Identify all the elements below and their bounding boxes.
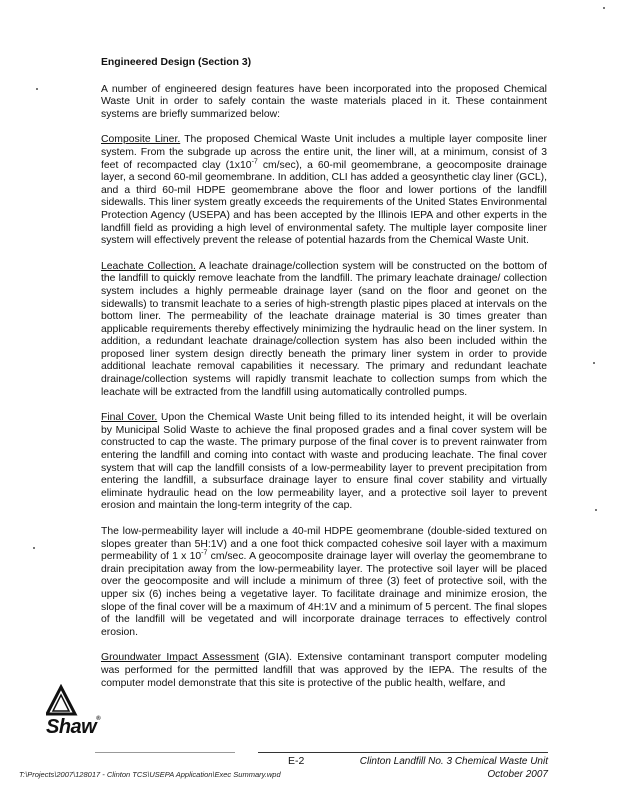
final-cover-text: Upon the Chemical Waste Unit being filled to its intended height, it will be overlain by Municipal Solid Waste to achieve the final proposed grades and a final cover system will be constructed to cap the waste. The primary purpose of the final cover is to prevent rainwater from entering the landfill and coming into contact with waste and producing leachate. The final cover system that will cap the landfill consists of a low-permeability layer to prevent precipitation from entering the landfill, a subsurface drainage layer to ensure final cover stability and virtually eliminate hydraulic head on the low permeability layer, and a protective soil layer to prevent erosion and maintain the long-term integrity of the cap.: [101, 412, 547, 512]
composite-liner-text-1: The proposed Chemical Waste Unit includes a multiple layer composite liner system. From the subgrade up across the entire unit, the liner will, at a minimum, consist of 3 feet of recompacted clay (1x10: [101, 134, 547, 171]
scan-speck: [603, 7, 605, 9]
scan-speck: [33, 547, 35, 549]
shaw-logo-mark: ®: [96, 716, 101, 722]
footer-rule-left: [95, 752, 235, 753]
scan-speck: [36, 88, 38, 90]
footer-rule: [258, 752, 548, 753]
footer-doc-info: [360, 755, 548, 781]
leachate-title: Leachate Collection.: [101, 260, 196, 272]
groundwater-paragraph: [101, 652, 547, 690]
page-body: [101, 57, 547, 703]
shaw-logo-text: [46, 716, 100, 739]
footer-file-path: T:\Projects\2007\128017 - Clinton TCS\USEPA Application\Exec Summary.wpd: [19, 770, 281, 779]
low-permeability-text-1: The low-permeability layer will include a 40-mil HDPE geomembrane (double-sided textured on slopes greater than 5H:1V) and a one foot thick compacted cohesive soil layer with a maximum permeability of 1 x 10: [101, 526, 547, 563]
shaw-logo-name: Shaw: [46, 716, 97, 738]
low-permeability-paragraph: [101, 526, 547, 639]
composite-liner-title: Composite Liner.: [101, 134, 181, 146]
groundwater-text: (GIA). Extensive contaminant transport computer modeling was performed for the permitted landfill that was approved by the IEPA. The results of the computer model demonstrate that this site is protective of the public health, welfare, and: [101, 652, 547, 689]
footer-doc-title: Clinton Landfill No. 3 Chemical Waste Unit: [359, 756, 548, 767]
footer-date: October 2007: [487, 769, 548, 780]
low-permeability-exponent: -7: [201, 549, 208, 557]
final-cover-paragraph: [101, 412, 547, 513]
low-permeability-text-2: cm/sec. A geocomposite drainage layer will overlay the geomembrane to drain precipitation away from the low-permeability layer. The protective soil layer will be placed over the geocomposite and will include a minimum of three (3) feet of protective soil, with the upper six (6) inches being a vegetative layer. To facilitate drainage and minimize erosion, the slope of the final cover will be a maximum of 4H:1V and a minimum of 5 percent. The final slopes of the landfill will be vegetated and will incorporate drainage terraces to effectively control erosion.: [101, 551, 547, 638]
scan-speck: [593, 362, 595, 364]
leachate-paragraph: [101, 261, 547, 400]
section-heading: Engineered Design (Section 3): [101, 57, 252, 68]
composite-liner-paragraph: [101, 134, 547, 247]
composite-liner-exponent: -7: [251, 158, 258, 166]
final-cover-title: Final Cover.: [101, 412, 158, 424]
groundwater-title: Groundwater Impact Assessment: [101, 652, 259, 664]
page-number: E-2: [288, 755, 305, 767]
leachate-text: A leachate drainage/collection system will be constructed on the bottom of the landfill to quickly remove leachate from the landfill. The primary leachate drainage/ collection system includes a highly permeable drainage layer (sand on the floor and geonet on the sidewalls) to transmit leachate to a series of high-strength plastic pipes placed at intervals on the bottom liner. The permeability of the leachate drainage material is 30 times greater than applicable requirements thereby effectively minimizing the hydraulic head on the liner system. In addition, a redundant leachate drainage/collection system has also been included within the proposed liner system design directly beneath the primary liner system in order to provide additional leachate removal capabilities it necessary. The primary and redundant leachate drainage/collection systems will rapidly transmit leachate to collection sumps from which the leachate will be extracted from the landfill using automatically controlled pumps.: [101, 260, 547, 398]
composite-liner-text-2: cm/sec), a 60-mil geomembrane, a geocomposite drainage layer, a second 60-mil geomembrane. In addition, CLI has added a geosynthetic clay liner (GCL), and a third 60-mil HDPE geomembrane above the floor and lower portions of the landfill sidewalls. This liner system greatly exceeds the requirements of the United States Environmental Protection Agency (USEPA) and has been accepted by the Illinois IEPA and other experts in the landfill field as providing a high level of environmental safety. The multiple layer composite liner system will effectively prevent the release of potential hazards from the Chemical Waste Unit.: [101, 159, 547, 247]
intro-paragraph: A number of engineered design features have been incorporated into the proposed Chemical Waste Unit in order to safely contain the waste materials placed in it. These containment systems are briefly summarized below:: [101, 83, 547, 120]
scan-speck: [595, 509, 597, 511]
